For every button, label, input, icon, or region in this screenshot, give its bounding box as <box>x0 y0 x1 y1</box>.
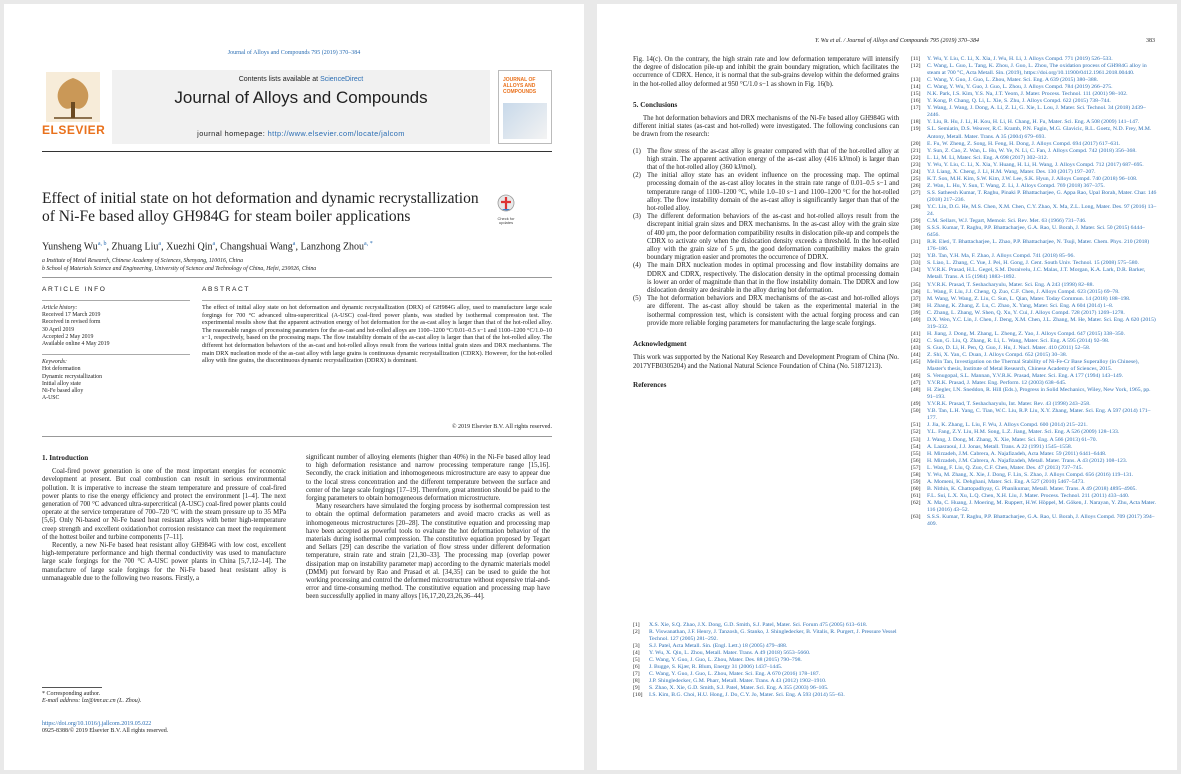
reference-link[interactable]: Y.V.R.K. Prasad, T. Seshacharyulu, Int. Mater. Rev. 43 (1998) 243–258. <box>927 401 1091 408</box>
footnote-rule <box>42 687 102 688</box>
reference-item <box>911 239 1157 253</box>
issn-line: 0925-8388/© 2019 Elsevier B.V. All rights reserved. <box>42 728 169 735</box>
reference-link[interactable]: S. Guo, D. Li, H. Pen, Q. Guo, J. Hu, J. Nucl. Mater. 410 (2011) 52–58. <box>927 344 1091 351</box>
intro-paragraph: Recently, a new Ni-Fe based heat resistant alloy GH984G with low cost, excellent high-temperature performance and high thermal conductivity was used to manufacture large scale forgings for the 700 °C A-USC power plants in China [5,7,12–14]. The manufacture of large scale forgings for the Ni-Fe based heat resistant alloy is unmanageable due to the following two reasons. Firstly, a <box>42 542 286 582</box>
homepage-line <box>112 130 490 138</box>
crossmark-icon <box>497 194 515 214</box>
conclusion-item <box>633 213 899 262</box>
reference-link[interactable]: Y. Sun, Z. Cao, Z. Wan, L. Hu, W. Ye, N. Li, C. Fan, J. Alloys Compd. 742 (2018) 356–368. <box>927 147 1137 154</box>
reference-number: [31] <box>911 239 921 246</box>
running-head-citation: Y. Wu et al. / Journal of Alloys and Compounds 795 (2019) 370–384 <box>815 38 980 44</box>
reference-link[interactable]: J. Wang, J. Dong, M. Zhang, X. Xie, Mater. Sci. Eng. A 566 (2013) 61–70. <box>927 436 1098 443</box>
reference-number: [52] <box>911 429 921 436</box>
reference-link[interactable]: Y. Wu, M. Zhang, X. Xie, J. Dong, F. Lin, S. Zhao, J. Alloys Compd. 656 (2016) 119–131. <box>927 471 1134 478</box>
conclusion-text: The flow stress of the as-cast alloy is greater compared with that of the hot-rolled alloy at high strain. The apparent activation energy of the as-cast alloy (416 kJ/mol) is larger than that of the hot-rolled alloy (360 kJ/mol). <box>647 147 899 172</box>
reference-number: [63] <box>911 514 921 521</box>
reference-number: [57] <box>911 464 921 471</box>
reference-link[interactable]: A. Momeni, K. Dehghani, Mater. Sci. Eng. A 527 (2010) 5467–5473. <box>927 478 1085 485</box>
history-item: Available online 4 May 2019 <box>42 341 110 348</box>
reference-link[interactable]: L. Wang, F. Liu, J.J. Cheng, Q. Zuo, C.F. Chen, J. Alloys Compd. 623 (2015) 69–78. <box>927 288 1120 295</box>
reference-number: [58] <box>911 471 921 478</box>
reference-item <box>911 119 1157 126</box>
doi-link[interactable]: https://doi.org/10.1016/j.jallcom.2019.05.022 <box>42 721 152 727</box>
reference-link[interactable]: L. Li, M. Li, Mater. Sci. Eng. A 698 (2017) 302–312. <box>927 154 1049 161</box>
corresponding-author-note: * Corresponding author. <box>42 691 101 697</box>
reference-number: [12] <box>911 63 921 70</box>
author-name[interactable]: Xuezhi Qin <box>166 241 213 253</box>
reference-item <box>911 486 1157 493</box>
reference-number: [42] <box>911 337 921 344</box>
conclusion-item <box>633 262 899 295</box>
conclusion-number: (3) <box>633 213 641 221</box>
conclusion-item <box>633 148 899 173</box>
reference-link[interactable]: N.K. Park, I.S. Kim, Y.S. Na, J.T. Yeom, J. Mater. Process. Technol. 111 (2001) 98–102. <box>927 91 1128 98</box>
reference-link[interactable]: C. Sun, G. Liu, Q. Zhang, R. Li, L. Wang, Mater. Sci. Eng. A 595 (2014) 92–98. <box>927 337 1110 344</box>
reference-item <box>911 500 1157 514</box>
reference-number: [8] <box>633 678 640 684</box>
reference-item <box>911 345 1157 352</box>
author-name[interactable]: Changshuai Wang <box>220 241 293 253</box>
reference-link[interactable]: Y.L. Fang, Z.Y. Liu, H.M. Song, L.Z. Jiang, Mater. Sci. Eng. A 526 (2009) 128–133. <box>927 429 1120 436</box>
acknowledgment-text: This work was supported by the National Key Research and Development Program of China (No. 2017YFB0305204) and the National Natural Science Foundation of China (No. 51871213). <box>633 354 899 370</box>
reference-link[interactable]: C. Zhang, L. Zhang, W. Shen, Q. Xu, Y. Cui, J. Alloys Compd. 728 (2017) 1269–1278. <box>927 309 1125 316</box>
reference-item <box>911 176 1157 183</box>
reference-item <box>911 148 1157 155</box>
reference-item <box>911 141 1157 148</box>
reference-item <box>911 444 1157 451</box>
history-label: Article history: <box>42 305 78 311</box>
article-info-heading: ARTICLE INFO <box>42 286 107 293</box>
publisher-name: ELSEVIER <box>42 122 106 137</box>
reference-item <box>911 105 1157 119</box>
reference-number: [38] <box>911 302 921 309</box>
reference-number: [4] <box>633 650 640 656</box>
reference-item <box>911 514 1157 528</box>
homepage-link[interactable]: http://www.elsevier.com/locate/jalcom <box>267 129 405 138</box>
reference-number: [17] <box>911 105 921 112</box>
reference-link[interactable]: D.X. Wen, Y.C. Lin, J. Chen, J. Deng, X.M. Chen, J.L. Zhang, M. He, Mater. Sci. Eng. A 620 (2015) 319–332. <box>927 316 1156 330</box>
reference-link[interactable]: I.S. Kim, B.G. Choi, H.U. Hong, J. Do, C.Y. Jo, Mater. Sci. Eng. A 593 (2014) 55–63. <box>649 692 845 698</box>
reference-link[interactable]: C. Wang, L. Guo, L. Tang, K. Zhou, J. Guo, L. Zhou, The oxidation process of GH984G alloy in steam at 700 °C, Acta Metall. Sin. (2019), https://doi.org/10.11900/0412.1961.2018.00440. <box>927 63 1147 77</box>
reference-number: [41] <box>911 330 921 337</box>
references-list-right <box>911 56 1157 760</box>
reference-item <box>911 204 1157 218</box>
reference-item <box>911 190 1157 204</box>
journal-cover-thumbnail[interactable] <box>498 70 552 144</box>
reference-number: [37] <box>911 295 921 302</box>
reference-number: [25] <box>911 175 921 182</box>
reference-number: [30] <box>911 225 921 232</box>
elsevier-tree-icon <box>46 72 100 122</box>
reference-link[interactable]: S.J. Patel, Acta Metall. Sin. (Engl. Lett.) 18 (2005) 479–488. <box>649 643 788 649</box>
reference-link[interactable]: Y. Wu, X. Qin, L. Zhou, Metall. Mater. Trans. A 49 (2018) 5653–5660. <box>649 650 811 656</box>
reference-number: [24] <box>911 168 921 175</box>
cover-image <box>503 103 547 139</box>
crossmark-label: Check for updates <box>497 215 515 226</box>
reference-number: [35] <box>911 281 921 288</box>
intro-paragraph: significant number of alloying elements (higher than 40%) in the Ni-Fe based alloy lead to high deformation resistance and narrow processing temperature range [15,16]. Secondly, the crack initiation and inhomogeneous microstructure are easy to appear due to the local stress concentration and the different temperature between the surface and center of the large scale forgings [17–19]. Therefore, great attention should be paid to the forging parameters to obtain homogeneous deformation microstructure. <box>306 454 550 503</box>
reference-link[interactable]: Y.C. Lin, D.G. He, M.S. Chen, X.M. Chen, C.Y. Zhao, X. Ma, Z.L. Long, Mater. Des. 97 (2016) 13–24. <box>927 203 1157 218</box>
reference-link[interactable]: X. Ma, C. Huang, J. Moering, M. Ruppert, H.W. Höppel, M. Göken, J. Narayan, Y. Zhu, Acta Mater. 116 (2016) 43–52. <box>927 499 1156 513</box>
reference-link[interactable]: S. Liao, L. Zhang, C. Yue, J. Pei, H. Gong, J. Cent. South Univ. Technol. 15 (2008) 575–580. <box>927 260 1139 267</box>
left-page <box>4 4 584 770</box>
conclusion-text: The different deformation behaviors of the as-cast and hot-rolled alloys result from the discrepant initial grain sizes and DRX mechanisms. In the as-cast alloy with the grain size of 400 μm, the poor deformation compatibility results in dislocation pile-up and compels the CDRX to activate only when the dislocation density exceeds a threshold. In the hot-rolled alloy with the grain size of 5 μm, the good deformation compatibility makes the grain boundary migration easier and promotes the occurrence of DDRX. <box>647 213 899 262</box>
reference-item <box>911 63 1157 77</box>
reference-item <box>911 169 1157 176</box>
reference-number: [49] <box>911 401 921 408</box>
homepage-prefix: journal homepage: <box>197 129 268 138</box>
reference-link[interactable]: A. Laasraoui, J.J. Jonas, Metall. Trans. A 22 (1991) 1545–1558. <box>927 443 1073 450</box>
reference-item <box>911 359 1157 373</box>
reference-item <box>911 183 1157 190</box>
right-page <box>597 4 1177 770</box>
reference-number: [59] <box>911 478 921 485</box>
reference-link[interactable]: Z. Shi, X. Yan, C. Duan, J. Alloys Compd. 652 (2015) 30–38. <box>927 351 1068 358</box>
reference-number: [3] <box>633 643 640 649</box>
article-info-row <box>42 277 552 430</box>
reference-link[interactable]: Y. Kong, P. Chang, Q. Li, L. Xie, S. Zhu, J. Alloys Compd. 622 (2015) 738–744. <box>927 98 1111 105</box>
reference-item <box>911 331 1157 338</box>
reference-link[interactable]: R. Viswanathan, J.F. Henry, J. Tanzosh, G. Stanko, J. Shingledecker, B. Vitalis, R. Purgert, J. Pressure Vessel Technol. 127 (2005) 281–292. <box>649 629 897 642</box>
reference-number: [20] <box>911 140 921 147</box>
reference-item <box>911 437 1157 444</box>
cover-title: JOURNAL OF ALLOYS AND COMPOUNDS <box>503 77 537 95</box>
reference-link[interactable]: X.S. Xie, S.Q. Zhao, J.X. Dong, G.D. Smith, S.J. Patel, Mater. Sci. Forum 475 (2005) 613–618. <box>649 622 868 628</box>
reference-link[interactable]: Y. Wang, J. Wang, J. Dong, A. Li, Z. Li, G. Xie, L. Lou, J. Mater. Sci. Technol. 34 (2018) 2439–2446. <box>927 105 1146 119</box>
reference-number: [16] <box>911 98 921 105</box>
history-item: Received in revised form <box>42 319 101 326</box>
reference-number: [39] <box>911 309 921 316</box>
reference-number: [26] <box>911 182 921 189</box>
reference-link[interactable]: S. Zhao, X. Xie, G.D. Smith, S.J. Patel, Mater. Sci. Eng. A 355 (2003) 96–105. <box>649 685 829 691</box>
reference-number: [29] <box>911 218 921 225</box>
email-note[interactable]: E-mail address: lzz@imr.ac.cn (L. Zhou). <box>42 698 142 705</box>
conclusion-number: (5) <box>633 295 641 303</box>
section-divider <box>42 436 552 437</box>
reference-link[interactable]: Y. Wu, Y. Liu, C. Li, X. Xia, J. Wu, H. Li, J. Alloys Compd. 771 (2019) 526–533. <box>927 56 1113 62</box>
reference-number: [45] <box>911 359 921 366</box>
reference-number: [56] <box>911 457 921 464</box>
reference-number: [7] <box>633 671 640 677</box>
keyword: Ni-Fe based alloy <box>42 388 84 395</box>
conclusion-number: (4) <box>633 262 641 270</box>
reference-number: [9] <box>633 685 640 691</box>
reference-number: [15] <box>911 91 921 98</box>
reference-item <box>911 310 1157 317</box>
reference-link[interactable]: S.S. Satheesh Kumar, T. Raghu, Pinaki P. Bhattacharjee, G. Appa Rao, Upal Borah, Mater. Char. 146 (2018) 217–236. <box>927 189 1157 203</box>
keyword: Initial alloy state <box>42 380 81 387</box>
reference-number: [23] <box>911 161 921 168</box>
history-item: Received 17 March 2019 <box>42 312 101 319</box>
footnote <box>42 687 286 706</box>
contents-line <box>112 76 490 84</box>
author-list: Yunsheng Wu$^{a, b}$, Zhuang Liu$^a$, Xuezhi Qin$^a$, Changshuai Wang$^a$, Lanzhong Zhou$^{a, *}$ <box>42 241 373 253</box>
author-name[interactable]: Lanzhong Zhou <box>300 241 365 253</box>
affiliations <box>42 258 542 273</box>
reference-item <box>911 267 1157 281</box>
author-affil-marker[interactable]: a, * <box>364 241 373 247</box>
reference-number: [11] <box>911 56 921 62</box>
reference-item <box>633 678 899 685</box>
reference-item <box>633 622 899 629</box>
affiliation-a: a Institute of Metal Research, Chinese Academy of Sciences, Shenyang, 110016, China <box>42 258 243 264</box>
reference-item <box>633 671 899 678</box>
keywords-block <box>42 354 190 402</box>
reference-item <box>911 282 1157 289</box>
reference-link[interactable]: B. Nithin, K. Chattopadhyay, G. Phanikumar, Metall. Mater. Trans. A 49 (2018) 4895–4905. <box>927 485 1137 492</box>
reference-number: [53] <box>911 436 921 443</box>
conclusion-item <box>633 172 899 213</box>
reference-number: [54] <box>911 443 921 450</box>
intro-paragraph: Many researchers have simulated the forging process by isothermal compression test to obtain the optimal deformation parameters and avoid macro cracks as well as inhomogeneous microstructures [20–28]. The constitutive equation and processing map have been accepted as powerful tools to evaluate the hot deformation behavior of the materials during isothermal compression. The constitutive equation proposed by Tegart and Sellars [29] can describe the variation of flow stress under different deformation temperature, strain rate and strain [21,30–33]. The processing map (overlap power dissipation map on instability parameter map) according to the dynamic materials model (DMM) put forward by Rao and Prasad et al. [34,35] can be used to guide the hot working processing and control the deformed microstructure without expensive trial-and-error and time-consuming method. The constitutive equation and processing map have been successfully applied in many alloys [16,17,20,23,26,36–44]. <box>306 503 550 601</box>
reference-link[interactable]: L. Wang, F. Liu, Q. Zuo, C.F. Chen, Mater. Des. 47 (2013) 737–745. <box>927 464 1083 471</box>
reference-number: [21] <box>911 147 921 154</box>
reference-link[interactable]: K.T. Son, M.H. Kim, S.W. Kim, J.W. Lee, S.K. Hyun, J. Alloys Compd. 740 (2018) 96–108. <box>927 175 1138 182</box>
abstract-text: The effect of initial alloy state on hot deformation and dynamic recrystallization (DRX) of GH984G alloy, used to manufacture large scale forgings for 700 °C advanced ultra-supercritical (A-USC) coal-fired power plants, was studied by isothermal compression test. The experimental results show that the apparent activation energy of hot deformation for the as-cast alloy is larger than that of the hot-rolled alloy. The reasonable ranges of processing parameters for the as-cast and hot-rolled alloys are 1100–1200 °C/0.01–0.5 s−1 and 1100–1200 °C/1.0–10 s−1, respectively, based on the processing maps. The flow instability domain of the as-cast alloy is larger than that of the hot-rolled alloy. The different hot deformation behaviors of the as-cast and hot-rolled alloys result from the various initial grain sizes and DRX mechanisms. The main DRX nucleation mode of the as-cast alloy with large grains is continuous dynamic recrystallization (CDRX). However, for the hot-rolled alloy with fine grains, the discontinuous dynamic recrystallization (DDRX) is dominant. <box>202 300 552 366</box>
reference-item <box>911 126 1157 140</box>
affiliation-b: b School of Materials Science and Engineering, University of Science and Technology of China, Hefei, 230026, China <box>42 265 317 272</box>
reference-item <box>633 650 899 657</box>
abstract-heading: ABSTRACT <box>202 286 250 293</box>
reference-number: [14] <box>911 84 921 91</box>
reference-link[interactable]: Y.V.R.K. Prasad, J. Mater. Eng. Perform. 12 (2003) 638–645. <box>927 380 1067 387</box>
journal-masthead <box>112 70 490 144</box>
keyword: Hot deformation <box>42 366 81 373</box>
reference-link[interactable]: C. Wang, Y. Guo, J. Guo, L. Zhou, Mater. Des. 88 (2015) 790–798. <box>649 657 802 663</box>
reference-number: [33] <box>911 260 921 267</box>
reference-number: [61] <box>911 492 921 499</box>
reference-number: [51] <box>911 422 921 429</box>
reference-link[interactable]: Y. Wu, Y. Liu, C. Li, X. Xia, Y. Huang, H. Li, H. Wang, J. Alloys Compd. 712 (2017) 687–695. <box>927 161 1144 168</box>
reference-number: [48] <box>911 387 921 394</box>
conclusions-column <box>633 56 899 395</box>
intro-column-1 <box>42 454 286 583</box>
reference-link[interactable]: Y.B. Tan, L.H. Yang, C. Tian, W.C. Liu, R.P. Liu, X.Y. Zhang, Mater. Sci. Eng. A 597 (2014) 171–177. <box>927 408 1151 422</box>
reference-number: [22] <box>911 154 921 161</box>
keyword: Dynamic recrystallization <box>42 373 103 380</box>
author-affil-marker[interactable]: a <box>212 241 216 247</box>
reference-number: [27] <box>911 189 921 196</box>
reference-link[interactable]: J. Bugge, S. Kjær, R. Blum, Energy 31 (2006) 1437–1445. <box>649 664 783 670</box>
reference-item <box>633 629 899 643</box>
reference-item <box>911 225 1157 239</box>
contents-prefix: Contents lists available at <box>238 76 321 83</box>
reference-number: [10] <box>633 692 643 698</box>
history-item: 30 April 2019 <box>42 326 75 333</box>
reference-number: [18] <box>911 119 921 126</box>
reference-number: [1] <box>633 622 640 628</box>
article-info <box>42 300 190 402</box>
reference-item <box>911 296 1157 303</box>
author-affil-marker[interactable]: a <box>158 241 162 247</box>
reference-link[interactable]: Y.B. Tan, Y.H. Ma, F. Zhao, J. Alloys Compd. 741 (2018) 85–96. <box>927 253 1075 260</box>
reference-item <box>911 289 1157 296</box>
reference-number: [34] <box>911 267 921 274</box>
reference-link[interactable]: E. Fu, W. Zheng, Z. Song, H. Feng, H. Dong, J. Alloys Compd. 694 (2017) 617–631. <box>927 140 1121 147</box>
reference-link[interactable]: Y. Liu, R. Hu, J. Li, H. Kou, H. Li, H. Chang, H. Fu, Mater. Sci. Eng. A 508 (2009) 141–147. <box>927 119 1140 126</box>
crossmark-badge[interactable] <box>492 194 520 226</box>
reference-item <box>911 479 1157 486</box>
author-affil-marker[interactable]: a <box>292 241 296 247</box>
reference-item <box>911 155 1157 162</box>
reference-item <box>911 493 1157 500</box>
references-list-left <box>633 622 899 699</box>
reference-item <box>633 692 899 699</box>
reference-link[interactable]: C. Wang, Y. Guo, J. Guo, L. Zhou, Mater. Sci. Eng. A 670 (2016) 178–187. <box>649 671 821 677</box>
reference-number: [62] <box>911 499 921 506</box>
reference-number: [46] <box>911 373 921 380</box>
reference-item <box>911 429 1157 436</box>
reference-item <box>911 56 1157 63</box>
reference-item <box>911 303 1157 310</box>
reference-number: [28] <box>911 203 921 210</box>
reference-number: [19] <box>911 126 921 133</box>
reference-link[interactable]: Z. Wan, L. Hu, Y. Sun, T. Wang, Z. Li, J. Alloys Compd. 769 (2018) 367–375. <box>927 182 1105 189</box>
reference-number: [2] <box>633 629 640 635</box>
reference-link[interactable]: S.L. Semiatin, D.S. Weaver, R.C. Kramb, P.N. Fagin, M.G. Glavicic, R.L. Goetz, N.D. Frey, M.M. Antony, Metall. Mater. Trans. A 35 (2004) 679–693. <box>927 126 1152 140</box>
reference-link[interactable]: S.S.S. Kumar, T. Raghu, P.P. Bhattacharjee, G.A. Rao, U. Borah, J. Mater. Sci. 50 (2015) 6444–6456. <box>927 225 1145 239</box>
reference-link[interactable]: C. Wang, Y. Guo, J. Guo, L. Zhou, Mater. Sci. Eng. A 639 (2015) 380–388. <box>927 77 1099 84</box>
reference-item <box>911 387 1157 401</box>
reference-number: [36] <box>911 288 921 295</box>
reference-link[interactable]: Meilin Tan, Investigation on the Thermal Stability of Ni-Fe-Cr Base Superalloy (in Chinese), Master's thesis, Institute of Metal Research, Chinese Academy of Sciences, 2015. <box>927 359 1140 373</box>
page-footer <box>42 721 286 736</box>
reference-link[interactable]: Y.V.R.K. Prasad, H.L. Gegel, S.M. Doraivelu, J.C. Malas, J.T. Morgan, K.A. Lark, D.R. Barker, Metall. Trans. A 15 (1984) 1883–1892. <box>927 267 1146 281</box>
sciencedirect-link[interactable]: ScienceDirect <box>320 76 364 83</box>
intro-column-2 <box>306 454 550 602</box>
journal-name: Journal of Alloys and Compounds <box>174 88 428 107</box>
reference-item <box>911 338 1157 345</box>
reference-link[interactable]: R.R. Eleti, T. Bhattacharjee, L. Zhao, P.P. Bhattacharjee, N. Tsuji, Mater. Chem. Phys. 210 (2018) 176–186. <box>927 239 1150 253</box>
reference-link[interactable]: S.S.S. Kumar, T. Raghu, P.P. Bhattacharjee, G.A. Rao, U. Borah, J. Alloys Compd. 709 (2017) 394–409. <box>927 514 1155 528</box>
reference-link[interactable]: J.P. Shingledecker, G.M. Pharr, Metall. Mater. Trans. A 43 (2012) 1902–1910. <box>649 678 827 684</box>
keywords-label: Keywords: <box>42 359 67 366</box>
conclusion-item <box>633 295 899 328</box>
reference-link[interactable]: C. Wang, Y. Wu, Y. Guo, J. Guo, L. Zhou, J. Alloys Compd. 784 (2019) 266–275. <box>927 84 1113 91</box>
journal-header <box>42 66 552 152</box>
reference-item <box>633 657 899 664</box>
reference-item <box>911 352 1157 359</box>
intro-paragraph: Coal-fired power generation is one of the most important energies for economic development at present. But coal combustion can result in serious environmental pollution. It is imperative to increase the steam temperature and pressure of coal-fired power plants to rise the energy efficiency and protect the environment [1–4]. The next generation of 700 °C advanced ultra-supercritical (A-USC) coal-fired power plants could operate at the service temperature of 700–720 °C with the steam pressure up to 35 MPa [5,6]. Only Ni-based or Ni-Fe based heat resistant alloys with better high-temperature creep strength and excellent oxidation/hot corrosion resistance can meet the requirement of the hottest boiler and turbine components [7–11]. <box>42 468 286 541</box>
reference-link[interactable]: C.M. Sellars, W.J. Tegart, Memoir. Sci. Rev. Met. 63 (1966) 731–746. <box>927 218 1087 225</box>
reference-link[interactable]: H. Mirzadeh, J.M. Cabrera, A. Najafizadeh, Metall. Mater. Trans. A 43 (2012) 108–123. <box>927 457 1128 464</box>
author-name[interactable]: Zhuang Liu <box>111 241 159 253</box>
author-name[interactable]: Yunsheng Wu <box>42 241 98 253</box>
reference-item <box>911 317 1157 331</box>
journal-citation-top[interactable]: Journal of Alloys and Compounds 795 (2019) 370–384 <box>227 50 361 56</box>
conclusion-text: The initial alloy state has an evident influence on the processing map. The optimal processing domain of the as-cast alloy locates in the strain rate range of 0.01–0.5 s−1 and temperature range of 1100–1200 °C, while 1.0–10 s−1 and 1100–1200 °C for the hot-rolled alloy. The flow instability domain of the as-cast alloy is significantly larger than that of the hot-rolled alloy. <box>647 172 899 213</box>
reference-link[interactable]: H. Ziegler, I.N. Sneddon, R. Hill (Eds.), Progress in Solid Mechanics, Wiley, New York, 1965, pp. 91–193. <box>927 387 1151 401</box>
page-number: 383 <box>1146 38 1155 44</box>
reference-number: [32] <box>911 253 921 260</box>
reference-item <box>911 458 1157 465</box>
reference-item <box>633 643 899 650</box>
reference-link[interactable]: H. Jiang, J. Dong, M. Zhang, L. Zheng, Z. Yao, J. Alloys Compd. 647 (2015) 338–350. <box>927 330 1125 337</box>
reference-number: [47] <box>911 380 921 387</box>
conclusions-intro: The hot deformation behaviors and DRX mechanisms of the Ni-Fe based alloy GH984G with different initial states (as-cast and hot-rolled) were investigated. The following conclusions can be drawn from the research: <box>633 115 899 139</box>
reference-item <box>911 465 1157 472</box>
reference-link[interactable]: Y.V.R.K. Prasad, T. Seshacharyulu, Mater. Sci. Eng. A 243 (1998) 82–88. <box>927 281 1094 288</box>
reference-number: [5] <box>633 657 640 663</box>
reference-number: [13] <box>911 77 921 84</box>
reference-number: [44] <box>911 351 921 358</box>
conclusion-number: (2) <box>633 172 641 180</box>
history-item: Accepted 2 May 2019 <box>42 333 94 340</box>
copyright-line: © 2019 Elsevier B.V. All rights reserved. <box>451 424 552 430</box>
reference-link[interactable]: H. Zhang, K. Zhang, Z. Lu, C. Zhao, X. Yang, Mater. Sci. Eng. A 604 (2014) 1–8. <box>927 302 1114 309</box>
reference-item <box>911 260 1157 267</box>
reference-link[interactable]: H. Mirzadeh, J.M. Cabrera, A. Najafizadeh, Acta Mater. 59 (2011) 6441–6448. <box>927 450 1107 457</box>
author-affil-marker[interactable]: a, b <box>97 241 107 247</box>
reference-link[interactable]: Y.J. Liang, X. Cheng, J. Li, H.M. Wang, Mater. Des. 130 (2017) 197–207. <box>927 168 1096 175</box>
reference-item <box>911 408 1157 422</box>
keyword: A-USC <box>42 395 60 402</box>
article-title: Effect of initial state on hot deformation and dynamic recrystallization of Ni-Fe based alloy GH984G for steam boiler applications <box>42 190 479 225</box>
reference-link[interactable]: F.L. Sui, L.X. Xu, L.Q. Chen, X.H. Liu, J. Mater. Process. Technol. 211 (2011) 433–440. <box>927 492 1130 499</box>
reference-number: [55] <box>911 450 921 457</box>
reference-number: [6] <box>633 664 640 670</box>
acknowledgment-heading: Acknowledgment <box>633 340 687 349</box>
intro-heading: 1. Introduction <box>42 454 89 462</box>
conclusion-text: The hot deformation behaviors and DRX mechanisms of the as-cast and hot-rolled alloys are different. The as-cast alloy should be taken as the experimental material in the isothermal compression test, which is consistent with the actual forging process and can provide more reliable forging parameters for manufacturing the large scale forgings. <box>647 295 899 327</box>
reference-number: [40] <box>911 316 921 323</box>
reference-item <box>633 664 899 671</box>
carry-over-paragraph: Fig. 14(c). On the contrary, the high strain rate and low deformation temperature will intensify the degree of dislocation pile-up and inhibit the grain boundary migration, which facilitates the occurrence of CDRX. Hence, it is normal that the sub-grains develop within the deformed grains in the hot-rolled alloy deformed at 950 °C/1.0 s−1 as shown in Fig. 16(b). <box>633 56 899 88</box>
reference-link[interactable]: M. Wang, W. Wang, Z. Liu, C. Sun, L. Qian, Mater. Today Commun. 14 (2018) 188–198. <box>927 295 1131 302</box>
reference-number: [60] <box>911 485 921 492</box>
reference-link[interactable]: J. Jia, K. Zhang, L. Liu, F. Wu, J. Alloys Compd. 600 (2014) 215–221. <box>927 422 1088 429</box>
elsevier-logo[interactable] <box>42 72 104 142</box>
references-heading: References <box>633 380 667 389</box>
conclusion-text: The main DRX nucleation modes in optimal processing and flow instability domains are DDRX and CDRX, respectively. The dislocation density in the optimal processing domain is lower an order of magnitude than that in the flow instability domain. The DDRX and low dislocation density are desirable in the alloy during hot deformation. <box>647 262 899 295</box>
reference-number: [50] <box>911 408 921 415</box>
reference-item <box>911 451 1157 458</box>
reference-number: [43] <box>911 344 921 351</box>
reference-item <box>911 162 1157 169</box>
conclusions-heading: 5. Conclusions <box>633 100 678 109</box>
conclusion-number: (1) <box>633 147 641 155</box>
reference-item <box>633 685 899 692</box>
reference-link[interactable]: S. Venugopal, S.L. Mannan, Y.V.R.K. Prasad, Mater. Sci. Eng. A 177 (1994) 143–149. <box>927 373 1123 380</box>
reference-item <box>911 472 1157 479</box>
